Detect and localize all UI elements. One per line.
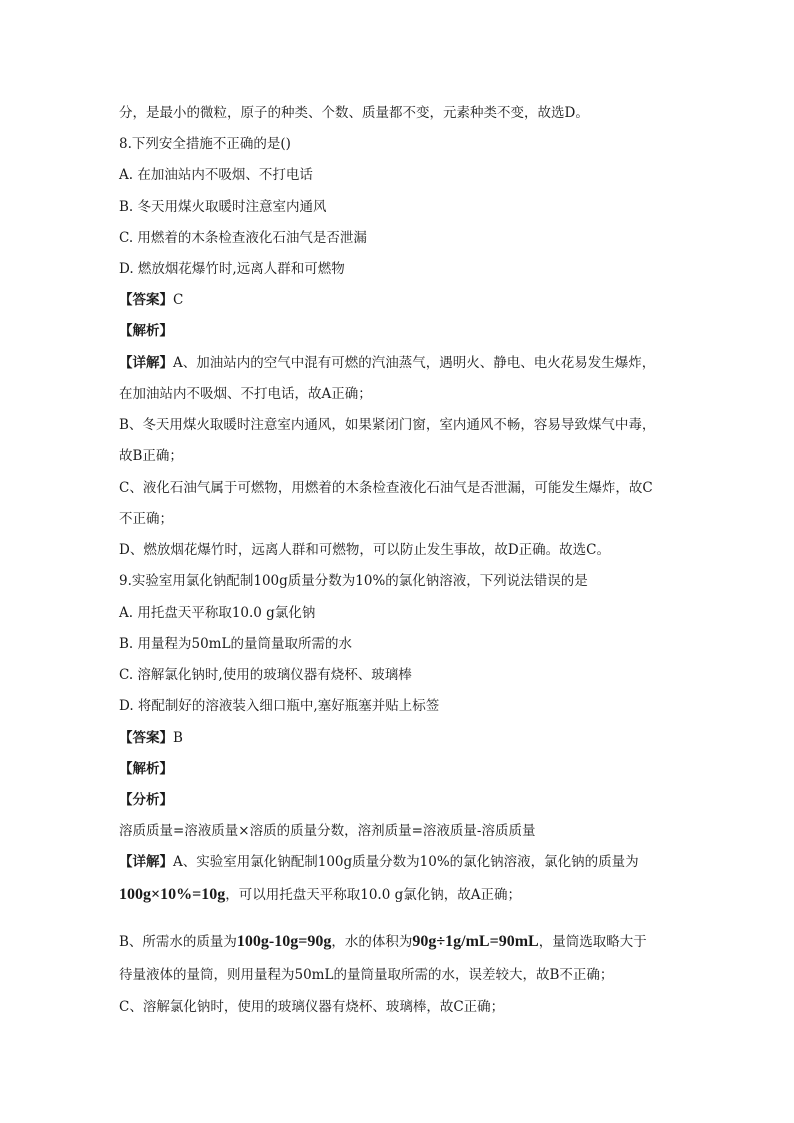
detail-tag: 【详解】 [119, 355, 173, 371]
b-mid-text: ，水的体积为 [331, 934, 413, 950]
text-line: 分，是最小的微粒，原子的种类、个数、质量都不变，元素种类不变，故选D。 [119, 105, 589, 121]
answer-value: C [173, 292, 184, 308]
answer-value: B [173, 730, 183, 746]
question-9-stem: 9.实验室用氯化钠配制100g质量分数为10%的氯化钠溶液，下列说法错误的是 [119, 573, 588, 589]
detail-tag: 【详解】 [119, 854, 173, 870]
answer-tag: 【答案】 [119, 292, 173, 308]
q8-option-c: C. 用燃着的木条检查液化石油气是否泄漏 [119, 230, 367, 246]
fenxi-tag: 【分析】 [119, 792, 173, 808]
q9-answer [119, 729, 183, 747]
text-line: 不正确； [119, 511, 173, 527]
text-line: 故B正确； [119, 448, 183, 464]
q9-detail-line [119, 853, 639, 871]
q8-option-d: D. 燃放烟花爆竹时,远离人群和可燃物 [119, 261, 345, 277]
equation-2: 100g-10g=90g [236, 933, 332, 950]
text-line: C、液化石油气属于可燃物，用燃着的木条检查液化石油气是否泄漏，可能发生爆炸，故C [119, 480, 653, 496]
equation-1-text: ，可以用托盘天平称取10.0 g氯化钠，故A正确； [225, 887, 521, 903]
detail-text: A、加油站内的空气中混有可燃的汽油蒸气，遇明火、静电、电火花易发生爆炸， [173, 355, 656, 371]
q8-answer [119, 291, 183, 309]
equation-3: 90g÷1g/mL=90mL [412, 933, 539, 950]
b-pre-text: B、所需水的质量为 [119, 934, 237, 950]
q9-option-d: D. 将配制好的溶液装入细口瓶中,塞好瓶塞并贴上标签 [119, 698, 440, 714]
q8-analysis-heading [119, 322, 173, 340]
q9-option-c: C. 溶解氯化钠时,使用的玻璃仪器有烧杯、玻璃棒 [119, 667, 412, 683]
q9-option-a: A. 用托盘天平称取10.0 g氯化钠 [119, 605, 316, 621]
text-line: 待量液体的量筒，则用量程为50mL的量筒量取所需的水，误差较大，故B不正确； [119, 967, 614, 983]
q8-detail-line [119, 354, 655, 372]
question-8-stem: 8.下列安全措施不正确的是() [119, 136, 291, 152]
b-post-text: ，量筒选取略大于 [538, 934, 647, 950]
q8-option-b: B. 冬天用煤火取暖时注意室内通风 [119, 199, 327, 215]
text-line: 在加油站内不吸烟、不打电话，故A正确； [119, 386, 372, 402]
q9-option-b: B. 用量程为50mL的量筒量取所需的水 [119, 636, 352, 652]
q8-option-a: A. 在加油站内不吸烟、不打电话 [119, 167, 313, 183]
text-line: D、燃放烟花爆竹时，远离人群和可燃物，可以防止发生事故，故D正确。故选C。 [119, 542, 610, 558]
answer-tag: 【答案】 [119, 730, 173, 746]
text-line: B、冬天用煤火取暖时注意室内通风，如果紧闭门窗，室内通风不畅，容易导致煤气中毒， [119, 417, 656, 433]
q9-fenxi-heading [119, 791, 173, 809]
detail-text: A、实验室用氯化钠配制100g质量分数为10%的氯化钠溶液，氯化钠的质量为 [173, 854, 639, 870]
q9-option-b-analysis [119, 933, 647, 951]
analysis-tag: 【解析】 [119, 323, 173, 339]
analysis-tag: 【解析】 [119, 761, 173, 777]
q9-equation-line [119, 886, 521, 904]
equation-1: 100g×10%=10g [119, 886, 226, 903]
text-line: C、溶解氯化钠时，使用的玻璃仪器有烧杯、玻璃棒，故C正确； [119, 999, 505, 1015]
text-line: 溶质质量=溶液质量×溶质的质量分数，溶剂质量=溶液质量-溶质质量 [119, 823, 536, 839]
q9-analysis-heading [119, 760, 173, 778]
